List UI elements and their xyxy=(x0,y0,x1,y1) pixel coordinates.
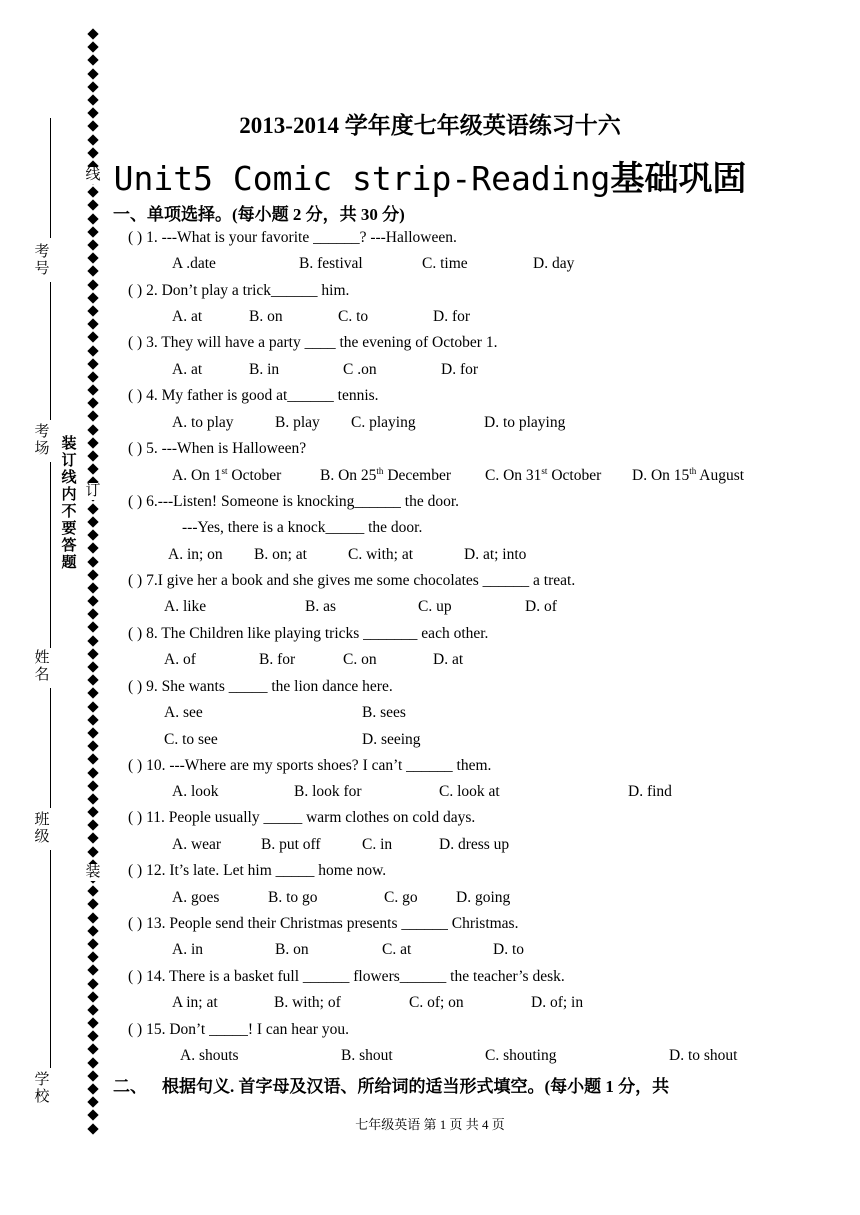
q5-c-sup: st xyxy=(541,465,548,476)
field-class: 班级 xyxy=(34,812,50,845)
question-13: ( ) 13. People send their Christmas presents ______ Christmas. xyxy=(128,915,519,932)
binding-diamond xyxy=(87,1097,98,1108)
binding-diamond xyxy=(87,450,98,461)
q5-b-text: B. On 25 xyxy=(320,467,377,484)
binding-diamond xyxy=(87,42,98,53)
binding-diamond xyxy=(87,688,98,699)
binding-diamond xyxy=(87,886,98,897)
binding-diamond xyxy=(87,94,98,105)
q5-option-d xyxy=(632,467,744,485)
field-exam-room: 考场 xyxy=(34,424,50,457)
page-subtitle xyxy=(0,151,860,200)
binding-diamond xyxy=(87,899,98,910)
q3-option-b: B. in xyxy=(249,361,280,378)
binding-diamond xyxy=(87,279,98,290)
name-line xyxy=(50,462,51,648)
q7-option-d: D. of xyxy=(525,598,557,615)
binding-diamond xyxy=(87,213,98,224)
margin-mark-ding: 订 xyxy=(85,483,101,499)
q7-option-b: B. as xyxy=(305,598,336,615)
q15-option-b: B. shout xyxy=(341,1047,393,1064)
binding-diamond xyxy=(87,951,98,962)
binding-diamond xyxy=(87,727,98,738)
binding-diamond xyxy=(87,635,98,646)
q2-option-c: C. to xyxy=(338,308,369,325)
q9-option-a: A. see xyxy=(164,704,203,721)
question-2: ( ) 2. Don’t play a trick______ him. xyxy=(128,282,350,299)
binding-diamond xyxy=(87,569,98,580)
section-2-number: 二、 xyxy=(113,1077,147,1096)
binding-diamond xyxy=(87,833,98,844)
q7-option-a: A. like xyxy=(164,598,207,615)
question-9: ( ) 9. She wants _____ the lion dance here. xyxy=(128,678,393,695)
q5-d-month: August xyxy=(696,467,745,484)
q14-option-a: A in; at xyxy=(172,994,218,1011)
q14-option-b: B. with; of xyxy=(274,994,341,1011)
question-7: ( ) 7.I give her a book and she gives me some chocolates ______ a treat. xyxy=(128,572,576,589)
question-5: ( ) 5. ---When is Halloween? xyxy=(128,440,307,457)
q15-option-c: C. shouting xyxy=(485,1047,557,1064)
q15-option-d: D. to shout xyxy=(669,1047,738,1064)
binding-diamond xyxy=(87,529,98,540)
binding-diamond xyxy=(87,266,98,277)
page-title: 2013-2014 学年度七年级英语练习十六 xyxy=(239,113,621,138)
q2-option-b: B. on xyxy=(249,308,283,325)
binding-diamond xyxy=(87,464,98,475)
q1-option-a: A .date xyxy=(172,255,216,272)
exam-room-line xyxy=(50,282,51,420)
q13-option-d: D. to xyxy=(493,941,524,958)
binding-diamond xyxy=(87,1031,98,1042)
binding-diamond xyxy=(87,503,98,514)
q10-option-c: C. look at xyxy=(439,783,500,800)
page-footer: 七年级英语 第 1 页 共 4 页 xyxy=(355,1117,505,1132)
binding-diamond xyxy=(87,925,98,936)
q1-option-b: B. festival xyxy=(299,255,363,272)
binding-diamond xyxy=(87,305,98,316)
binding-diamond xyxy=(87,556,98,567)
q8-option-a: A. of xyxy=(164,651,196,668)
binding-notice: 装订线内不要答题 xyxy=(61,436,77,571)
binding-diamond xyxy=(87,358,98,369)
section-1-title: 一、单项选择。(每小题 2 分，共 30 分) xyxy=(113,205,405,224)
binding-diamond xyxy=(87,767,98,778)
binding-diamond xyxy=(87,938,98,949)
q5-a-text: A. On 1 xyxy=(172,467,222,484)
q15-option-a: A. shouts xyxy=(180,1047,239,1064)
question-1: ( ) 1. ---What is your favorite ______? ---Halloween. xyxy=(128,229,457,246)
q9-option-c: C. to see xyxy=(164,731,218,748)
q11-option-c: C. in xyxy=(362,836,393,853)
q5-option-a xyxy=(172,467,281,485)
q14-option-d: D. of; in xyxy=(531,994,584,1011)
q5-b-sup: th xyxy=(376,465,384,476)
q11-option-a: A. wear xyxy=(172,836,222,853)
binding-diamond xyxy=(87,226,98,237)
binding-diamond xyxy=(87,318,98,329)
field-name: 姓名 xyxy=(34,650,50,683)
subtitle-unit: Unit5 Comic strip-Reading xyxy=(113,159,611,198)
binding-diamond xyxy=(87,820,98,831)
q12-option-a: A. goes xyxy=(172,889,220,906)
binding-diamond xyxy=(87,754,98,765)
field-school: 学校 xyxy=(34,1072,50,1105)
q7-option-c: C. up xyxy=(418,598,452,615)
binding-diamond xyxy=(87,701,98,712)
binding-diamond xyxy=(87,912,98,923)
question-12: ( ) 12. It’s late. Let him _____ home now. xyxy=(128,862,387,879)
question-10: ( ) 10. ---Where are my sports shoes? I can’t ______ them. xyxy=(128,757,492,774)
margin-mark-xian: 线 xyxy=(85,167,101,183)
section-2-title: 根据句义. 首字母及汉语、所给词的适当形式填空。(每小题 1 分，共 xyxy=(162,1077,670,1096)
q10-option-a: A. look xyxy=(172,783,219,800)
binding-diamond xyxy=(87,965,98,976)
subtitle-topic: 基础巩固 xyxy=(610,161,747,198)
q6-option-a: A. in; on xyxy=(168,546,223,563)
binding-diamond xyxy=(87,200,98,211)
binding-diamond xyxy=(87,371,98,382)
binding-diamond xyxy=(87,253,98,264)
binding-diamond xyxy=(87,345,98,356)
binding-diamond xyxy=(87,1057,98,1068)
binding-diamond xyxy=(87,1044,98,1055)
binding-diamond xyxy=(87,55,98,66)
binding-diamond xyxy=(87,582,98,593)
binding-diamond xyxy=(87,846,98,857)
binding-diamond xyxy=(87,740,98,751)
q1-option-c: C. time xyxy=(422,255,468,272)
binding-diamond xyxy=(87,793,98,804)
binding-diamond xyxy=(87,1083,98,1094)
binding-diamond xyxy=(87,384,98,395)
question-14: ( ) 14. There is a basket full ______ flowers______ the teacher’s desk. xyxy=(128,968,565,985)
binding-diamond xyxy=(87,648,98,659)
q11-option-b: B. put off xyxy=(261,836,321,853)
binding-diamond xyxy=(87,411,98,422)
binding-diamond xyxy=(87,332,98,343)
class-line xyxy=(50,688,51,808)
binding-diamond xyxy=(87,516,98,527)
q5-a-month: October xyxy=(227,467,282,484)
binding-diamond xyxy=(87,780,98,791)
q11-option-d: D. dress up xyxy=(439,836,510,853)
q13-option-c: C. at xyxy=(382,941,412,958)
binding-diamond xyxy=(87,543,98,554)
q6-option-d: D. at; into xyxy=(464,546,527,563)
binding-diamond xyxy=(87,28,98,39)
q12-option-b: B. to go xyxy=(268,889,318,906)
binding-diamond xyxy=(87,1070,98,1081)
binding-diamond xyxy=(87,437,98,448)
q12-option-d: D. going xyxy=(456,889,511,906)
binding-diamond xyxy=(87,239,98,250)
binding-diamond xyxy=(87,424,98,435)
question-8: ( ) 8. The Children like playing tricks _______ each other. xyxy=(128,625,489,642)
q9-option-d: D. seeing xyxy=(362,731,421,748)
question-4: ( ) 4. My father is good at______ tennis. xyxy=(128,387,379,404)
q5-b-month: December xyxy=(383,467,451,484)
binding-diamond xyxy=(87,81,98,92)
q4-option-a: A. to play xyxy=(172,414,234,431)
binding-diamond xyxy=(87,1004,98,1015)
school-line xyxy=(50,850,51,1068)
q13-option-b: B. on xyxy=(275,941,309,958)
q4-option-b: B. play xyxy=(275,414,320,431)
binding-diamond xyxy=(87,675,98,686)
q8-option-c: C. on xyxy=(343,651,377,668)
question-3: ( ) 3. They will have a party ____ the evening of October 1. xyxy=(128,334,498,351)
binding-diamond xyxy=(87,68,98,79)
question-6: ( ) 6.---Listen! Someone is knocking______ the door. xyxy=(128,493,460,510)
q5-d-text: D. On 15 xyxy=(632,467,690,484)
q12-option-c: C. go xyxy=(384,889,418,906)
q4-option-d: D. to playing xyxy=(484,414,566,431)
binding-diamond xyxy=(87,622,98,633)
q6-option-c: C. with; at xyxy=(348,546,414,563)
q5-d-sup: th xyxy=(689,465,697,476)
binding-diamond xyxy=(87,978,98,989)
binding-diamond xyxy=(87,1017,98,1028)
q2-option-d: D. for xyxy=(433,308,471,325)
q13-option-a: A. in xyxy=(172,941,203,958)
q10-option-d: D. find xyxy=(628,783,672,800)
q10-option-b: B. look for xyxy=(294,783,362,800)
q2-option-a: A. at xyxy=(172,308,203,325)
q5-a-sup: st xyxy=(221,465,228,476)
binding-diamond xyxy=(87,398,98,409)
field-exam-number: 考号 xyxy=(34,244,50,277)
binding-diamond xyxy=(87,991,98,1002)
q1-option-d: D. day xyxy=(533,255,575,272)
margin-mark-zhuang: 装 xyxy=(85,864,101,880)
binding-diamond xyxy=(87,595,98,606)
question-11: ( ) 11. People usually _____ warm clothes on cold days. xyxy=(128,809,476,826)
q5-option-c xyxy=(485,467,601,485)
q8-option-d: D. at xyxy=(433,651,464,668)
binding-diamond xyxy=(87,806,98,817)
q3-option-d: D. for xyxy=(441,361,479,378)
q14-option-c: C. of; on xyxy=(409,994,464,1011)
q3-option-c: C .on xyxy=(343,361,377,378)
q6-option-b: B. on; at xyxy=(254,546,307,563)
q4-option-c: C. playing xyxy=(351,414,416,431)
q9-option-b: B. sees xyxy=(362,704,406,721)
q3-option-a: A. at xyxy=(172,361,203,378)
question-6-part-2: ---Yes, there is a knock_____ the door. xyxy=(182,519,423,536)
binding-diamond xyxy=(87,609,98,620)
q5-c-text: C. On 31 xyxy=(485,467,542,484)
binding-diamond xyxy=(87,714,98,725)
question-15: ( ) 15. Don’t _____! I can hear you. xyxy=(128,1021,349,1038)
binding-diamond xyxy=(87,292,98,303)
binding-diamond xyxy=(87,661,98,672)
q8-option-b: B. for xyxy=(259,651,296,668)
q5-c-month: October xyxy=(547,467,602,484)
q5-option-b xyxy=(320,467,451,485)
